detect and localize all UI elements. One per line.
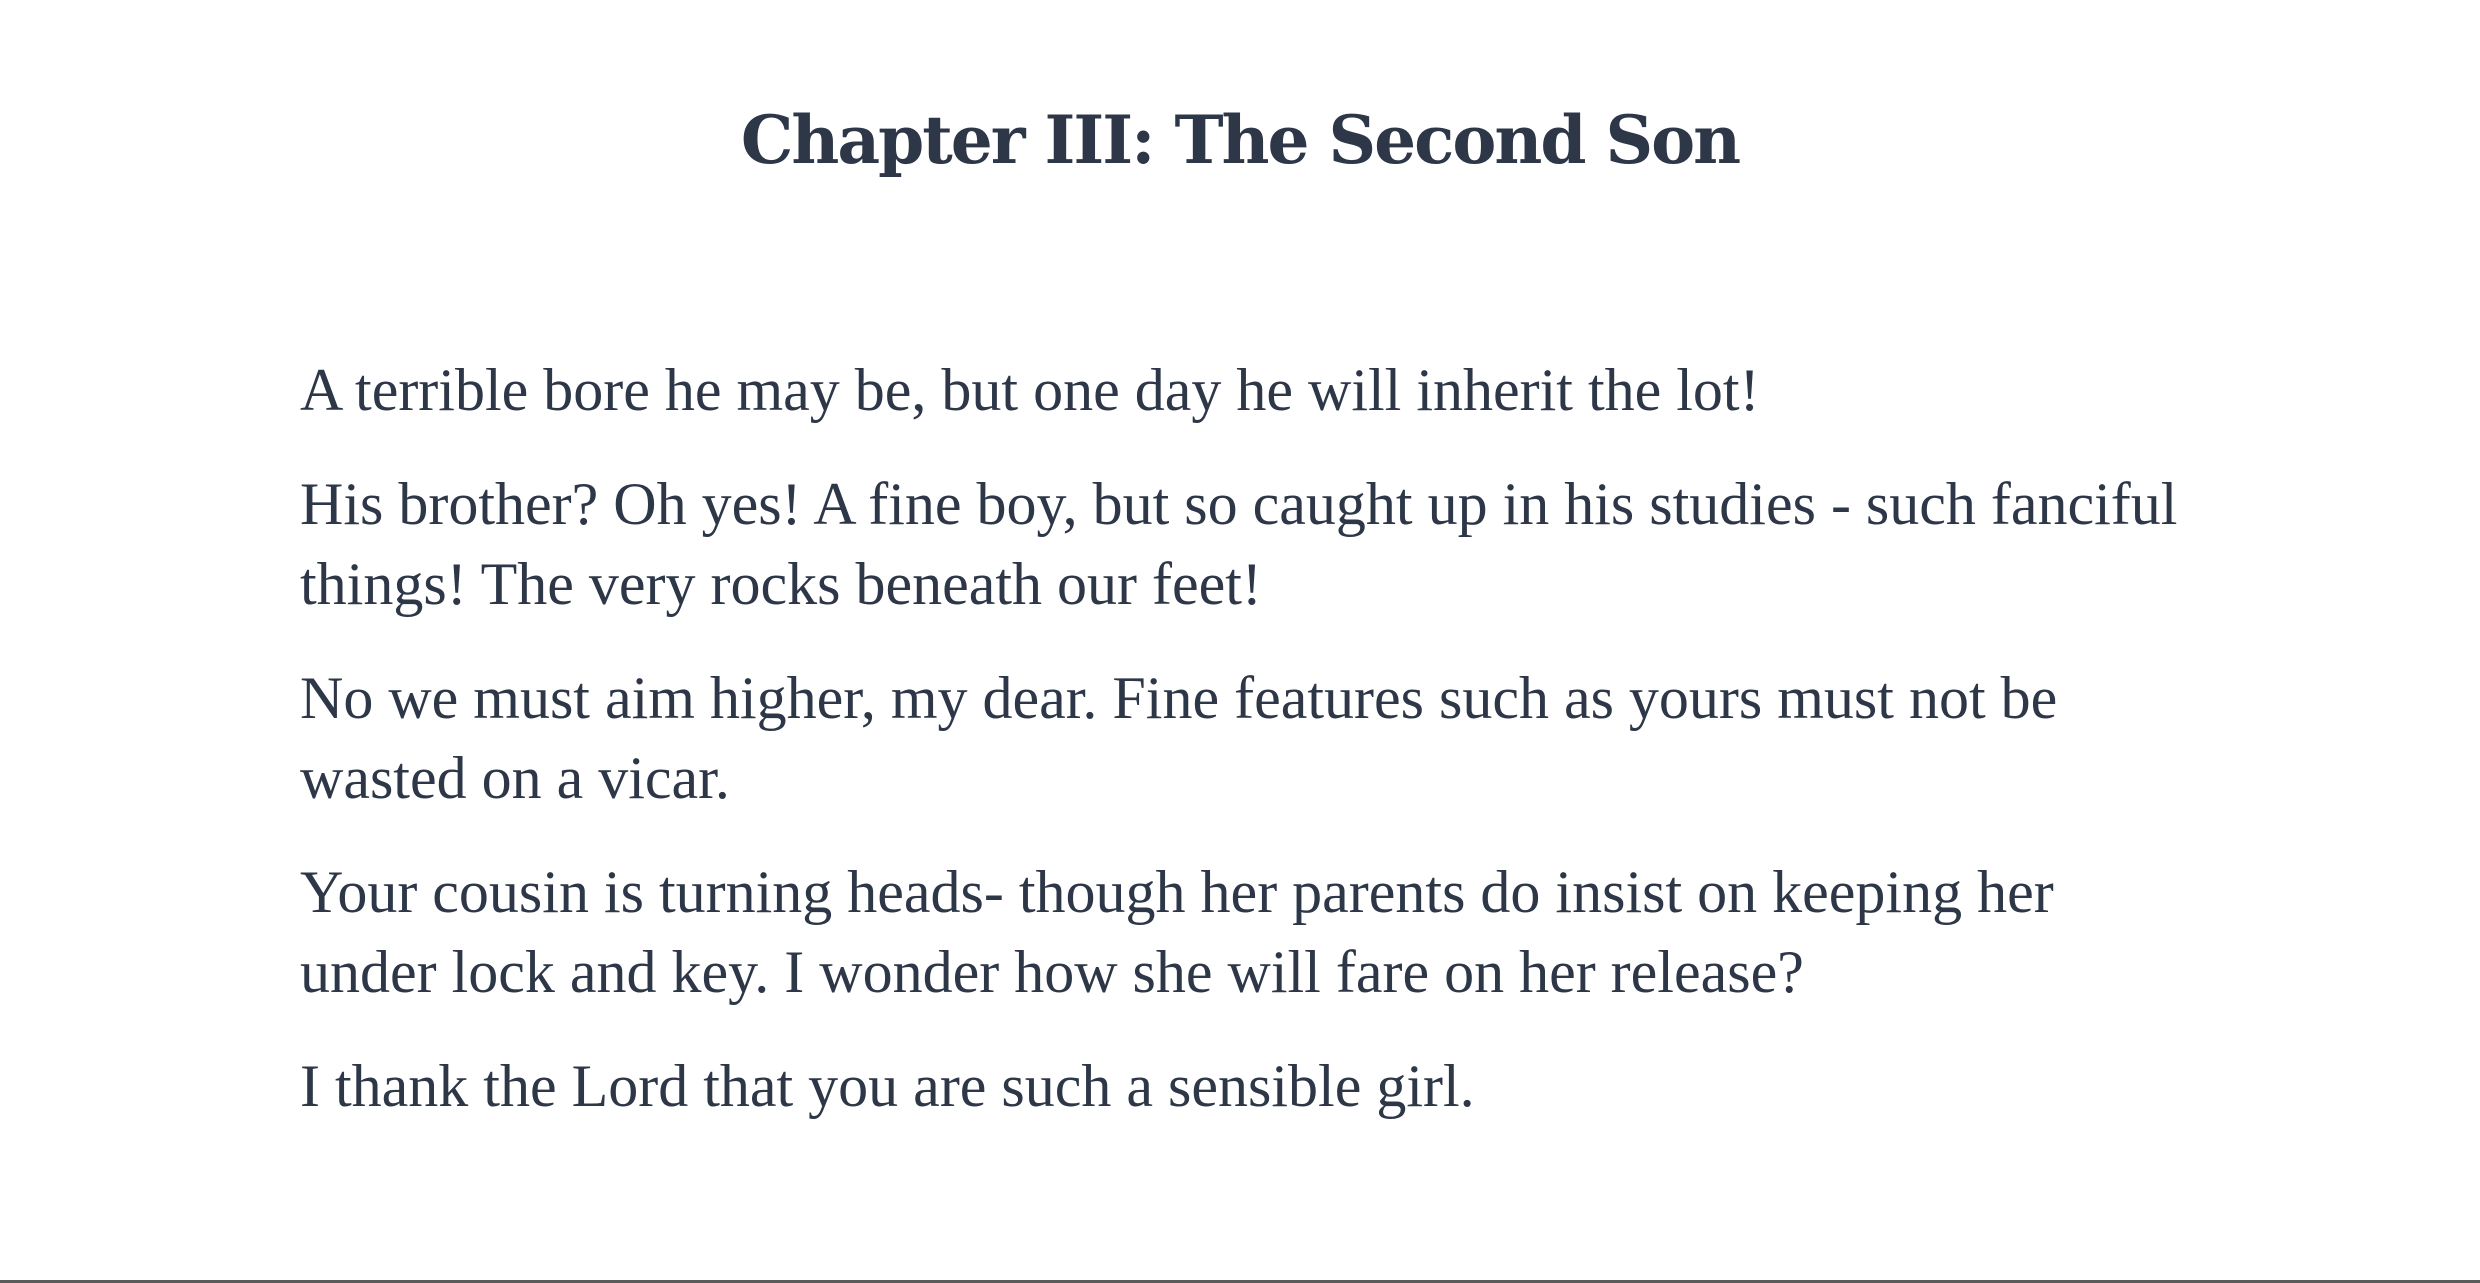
paragraph-4: Your cousin is turning heads- though her parents do insist on keeping her under lock and key. I wonder how she will fare on her release? (300, 859, 2054, 1005)
paragraph-2: His brother? Oh yes! A fine boy, but so caught up in his studies - such fanciful things! The very rocks beneath our feet! (300, 471, 2178, 617)
chapter-title: Chapter III: The Second Son (740, 101, 1740, 179)
body-text (300, 350, 2180, 1160)
paragraph-1: A terrible bore he may be, but one day he will inherit the lot! (300, 357, 1760, 423)
paragraph-5: I thank the Lord that you are such a sensible girl. (300, 1053, 1475, 1119)
paragraph-3: No we must aim higher, my dear. Fine features such as yours must not be wasted on a vicar. (300, 665, 2058, 811)
